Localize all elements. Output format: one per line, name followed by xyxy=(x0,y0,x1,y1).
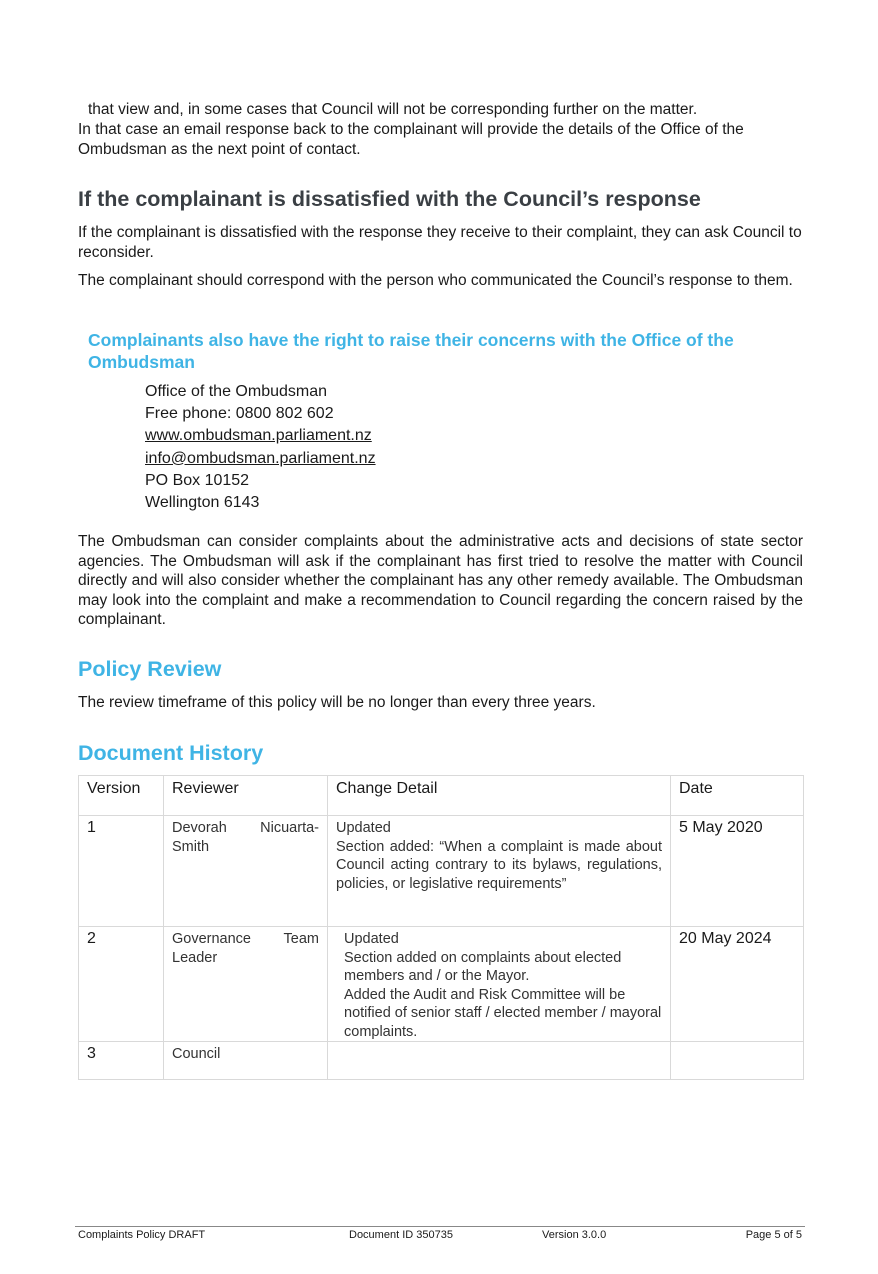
document-history-table xyxy=(78,775,804,1080)
intro-line-2: In that case an email response back to the complainant will provide the details of the Office of the Ombudsman as the next point of contact. xyxy=(78,121,744,158)
intro-line-1: that view and, in some cases that Council will not be corresponding further on the matter. xyxy=(88,101,698,118)
row-2-version: 2 xyxy=(87,930,96,947)
policy-review-heading: Policy Review xyxy=(78,657,222,681)
dissatisfied-heading: If the complainant is dissatisfied with the Council’s response xyxy=(78,187,701,211)
ombudsman-website-link[interactable]: www.ombudsman.parliament.nz xyxy=(145,427,372,445)
footer-divider xyxy=(75,1226,805,1227)
address-city: Wellington 6143 xyxy=(145,494,260,512)
footer-title: Complaints Policy DRAFT xyxy=(78,1229,206,1241)
column-header-change-detail: Change Detail xyxy=(336,780,438,797)
ombudsman-heading: Complainants also have the right to raise their concerns with the Office of the Ombudsman xyxy=(88,330,734,372)
row-1-date: 5 May 2020 xyxy=(679,819,763,836)
address-phone: Free phone: 0800 802 602 xyxy=(145,405,334,423)
row-2-change-title: Updated xyxy=(344,931,399,947)
ombudsman-address xyxy=(145,381,376,514)
row-2-date: 20 May 2024 xyxy=(679,930,772,947)
row-1-reviewer: Devorah Nicuarta-Smith xyxy=(172,820,319,855)
column-header-reviewer: Reviewer xyxy=(172,780,239,797)
table-row xyxy=(79,816,804,927)
address-name: Office of the Ombudsman xyxy=(145,383,328,400)
row-1-change-detail: Section added: “When a complaint is made about Council acting contrary to its bylaws, regulations, policies, or legislative requirements” xyxy=(336,838,662,892)
address-po-box: PO Box 10152 xyxy=(145,471,250,489)
footer-page-number: Page 5 of 5 xyxy=(745,1229,802,1241)
row-1-change-title: Updated xyxy=(336,820,391,836)
table-row xyxy=(79,1042,804,1080)
row-3-reviewer: Council xyxy=(172,1046,221,1062)
dissatisfied-para-1: If the complainant is dissatisfied with the response they receive to their complaint, they can ask Council to reconsider. xyxy=(78,224,802,261)
row-2-reviewer: Governance Team Leader xyxy=(172,931,319,966)
ombudsman-email-link[interactable]: info@ombudsman.parliament.nz xyxy=(145,449,376,467)
dissatisfied-para-2: The complainant should correspond with the person who communicated the Council’s response to them. xyxy=(78,272,793,289)
row-3-date xyxy=(671,1042,803,1044)
column-header-date: Date xyxy=(679,780,713,797)
footer-version: Version 3.0.0 xyxy=(542,1229,607,1241)
row-2-change-detail: Section added on complaints about elected members and / or the Mayor. xyxy=(344,949,622,984)
footer-doc-id: Document ID 350735 xyxy=(349,1229,453,1241)
column-header-version: Version xyxy=(87,780,141,797)
table-row xyxy=(79,927,804,1042)
policy-review-para: The review timeframe of this policy will be no longer than every three years. xyxy=(78,694,596,711)
row-2-change-detail-2: Added the Audit and Risk Committee will be notified of senior staff / elected member / mayoral complaints. xyxy=(344,986,662,1040)
table-header-row xyxy=(79,776,804,816)
row-3-change-detail xyxy=(328,1042,670,1044)
row-3-version: 3 xyxy=(87,1045,96,1062)
ombudsman-para: The Ombudsman can consider complaints about the administrative acts and decisions of state sector agencies. The Ombudsman will ask if the complainant has first tried to resolve the matter with Council directly and will also consider whether the complainant has any other remedy available. The Ombudsman may look into the complaint and make a recommendation to Council regarding the concern raised by the complainant. xyxy=(78,533,803,628)
row-1-version: 1 xyxy=(87,819,96,836)
document-history-heading: Document History xyxy=(78,741,264,765)
